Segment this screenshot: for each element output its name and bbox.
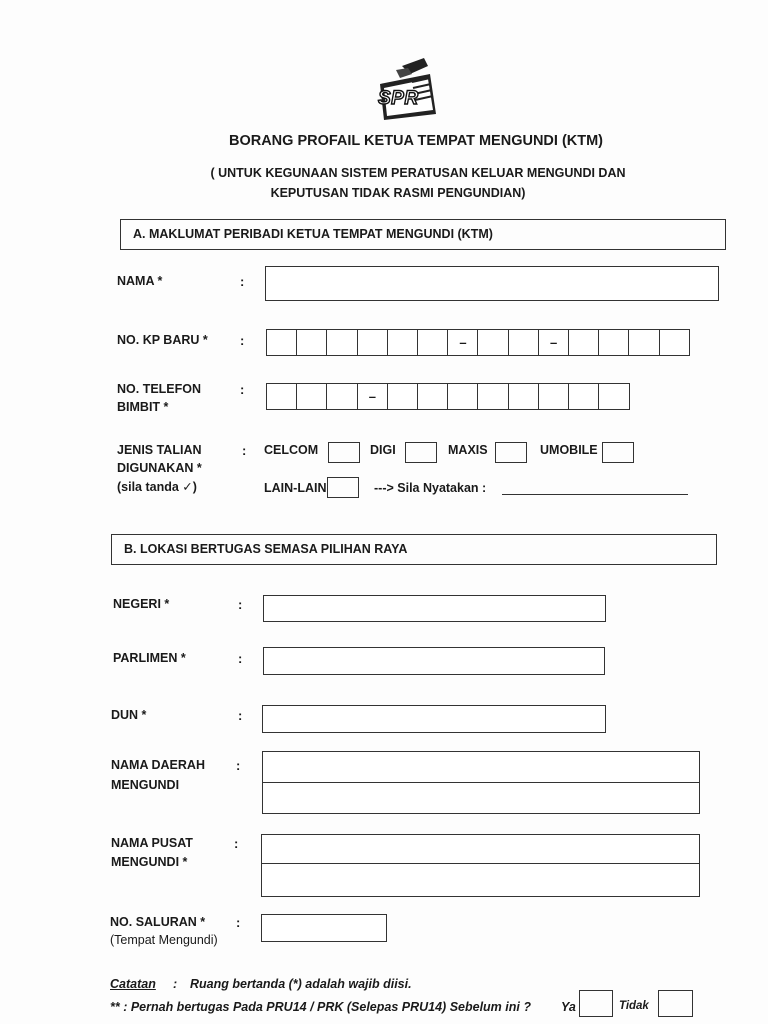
telefon-digit-cell[interactable] bbox=[598, 383, 630, 410]
option-umobile-checkbox[interactable] bbox=[602, 442, 634, 463]
colon: : bbox=[240, 274, 245, 289]
colon: : bbox=[238, 708, 243, 723]
form-subtitle-line2: KEPUTUSAN TIDAK RASMI PENGUNDIAN) bbox=[270, 186, 526, 200]
saluran-field[interactable] bbox=[261, 914, 387, 942]
telefon-digit-cell[interactable] bbox=[417, 383, 449, 410]
option-digi-checkbox[interactable] bbox=[405, 442, 437, 463]
nama-label: NAMA * bbox=[117, 274, 163, 288]
telefon-digit-cell[interactable] bbox=[538, 383, 570, 410]
tidak-label: Tidak bbox=[619, 1000, 649, 1012]
telefon-label-line1: NO. TELEFON bbox=[117, 382, 202, 396]
telefon-digit-cell[interactable] bbox=[387, 383, 419, 410]
catatan-label: Catatan bbox=[110, 977, 156, 991]
kp-digit-cell[interactable] bbox=[357, 329, 389, 356]
catatan-text: Ruang bertanda (*) adalah wajib diisi. bbox=[190, 977, 412, 991]
daerah-label-line2: MENGUNDI bbox=[111, 778, 180, 792]
kp-digit-cell[interactable] bbox=[477, 329, 509, 356]
colon: : bbox=[236, 915, 241, 930]
sila-nyatakan-label: ---> Sila Nyatakan : bbox=[374, 481, 487, 495]
dun-field[interactable] bbox=[262, 705, 606, 733]
jenis-label-line1: JENIS TALIAN bbox=[117, 443, 202, 457]
kp-digit-cell[interactable] bbox=[628, 329, 660, 356]
kp-digit-cell[interactable] bbox=[568, 329, 600, 356]
telefon-label-line2: BIMBIT * bbox=[117, 400, 169, 414]
telefon-digit-cell[interactable] bbox=[447, 383, 479, 410]
telefon-digit-cell[interactable] bbox=[266, 383, 298, 410]
jenis-label-line2: DIGUNAKAN * bbox=[117, 461, 202, 475]
option-celcom-checkbox[interactable] bbox=[328, 442, 360, 463]
telefon-cells[interactable] bbox=[266, 383, 630, 410]
option-digi-label: DIGI bbox=[370, 443, 396, 457]
kp-digit-cell[interactable] bbox=[417, 329, 449, 356]
spr-logo bbox=[372, 52, 444, 124]
kp-digit-cell[interactable] bbox=[387, 329, 419, 356]
kp-label: NO. KP BARU * bbox=[117, 333, 208, 347]
colon: : bbox=[234, 836, 239, 851]
dun-label: DUN * bbox=[111, 708, 147, 722]
telefon-digit-cell[interactable] bbox=[326, 383, 358, 410]
pernah-bertugas-text: ** : Pernah bertugas Pada PRU14 / PRK (Selepas PRU14) Sebelum ini ? bbox=[110, 1000, 531, 1014]
kp-digit-cell[interactable] bbox=[266, 329, 298, 356]
saluran-label-line2: (Tempat Mengundi) bbox=[110, 933, 218, 947]
tidak-checkbox[interactable] bbox=[658, 990, 693, 1017]
option-maxis-checkbox[interactable] bbox=[495, 442, 527, 463]
kp-digit-cell[interactable] bbox=[326, 329, 358, 356]
pusat-label-line2: MENGUNDI * bbox=[111, 855, 188, 869]
jenis-label-line3: (sila tanda ✓) bbox=[117, 480, 197, 494]
colon: : bbox=[236, 758, 241, 773]
sila-nyatakan-line[interactable] bbox=[502, 494, 688, 495]
telefon-dash-cell: – bbox=[357, 383, 389, 410]
parlimen-label: PARLIMEN * bbox=[113, 651, 186, 665]
kp-digit-cell[interactable] bbox=[598, 329, 630, 356]
pusat-field-divider bbox=[262, 863, 699, 864]
saluran-label-line1: NO. SALURAN * bbox=[110, 915, 206, 929]
colon: : bbox=[240, 382, 245, 397]
kp-digit-cell[interactable] bbox=[508, 329, 540, 356]
ya-checkbox[interactable] bbox=[579, 990, 613, 1017]
section-a-header: A. MAKLUMAT PERIBADI KETUA TEMPAT MENGUNDI (KTM) bbox=[120, 219, 726, 250]
daerah-field[interactable] bbox=[262, 751, 700, 814]
kp-dash-cell: – bbox=[538, 329, 570, 356]
kp-digit-cell[interactable] bbox=[296, 329, 328, 356]
telefon-digit-cell[interactable] bbox=[568, 383, 600, 410]
negeri-label: NEGERI * bbox=[113, 597, 170, 611]
option-lain-lain-checkbox[interactable] bbox=[327, 477, 359, 498]
telefon-digit-cell[interactable] bbox=[477, 383, 509, 410]
catatan-colon: : bbox=[173, 977, 178, 991]
colon: : bbox=[242, 443, 247, 458]
colon: : bbox=[238, 651, 243, 666]
form-title: BORANG PROFAIL KETUA TEMPAT MENGUNDI (KTM) bbox=[228, 133, 604, 149]
ya-label: Ya bbox=[561, 1000, 576, 1014]
option-maxis-label: MAXIS bbox=[448, 443, 488, 457]
pusat-field[interactable] bbox=[261, 834, 700, 897]
colon: : bbox=[238, 597, 243, 612]
nama-field[interactable] bbox=[265, 266, 719, 301]
colon: : bbox=[240, 333, 245, 348]
daerah-field-divider bbox=[263, 782, 699, 783]
section-b-header: B. LOKASI BERTUGAS SEMASA PILIHAN RAYA bbox=[111, 534, 717, 565]
daerah-label-line1: NAMA DAERAH bbox=[111, 758, 205, 772]
pusat-label-line1: NAMA PUSAT bbox=[111, 836, 193, 850]
logo-text: SPR bbox=[378, 88, 419, 109]
parlimen-field[interactable] bbox=[263, 647, 605, 675]
telefon-digit-cell[interactable] bbox=[296, 383, 328, 410]
kp-cells[interactable] bbox=[266, 329, 690, 356]
option-celcom-label: CELCOM bbox=[264, 443, 319, 457]
negeri-field[interactable] bbox=[263, 595, 606, 622]
telefon-digit-cell[interactable] bbox=[508, 383, 540, 410]
kp-dash-cell: – bbox=[447, 329, 479, 356]
kp-digit-cell[interactable] bbox=[659, 329, 691, 356]
option-umobile-label: UMOBILE bbox=[540, 443, 598, 457]
form-subtitle-line1: ( UNTUK KEGUNAAN SISTEM PERATUSAN KELUAR MENGUNDI DAN bbox=[210, 166, 626, 180]
option-lain-lain-label: LAIN-LAIN bbox=[264, 481, 327, 495]
